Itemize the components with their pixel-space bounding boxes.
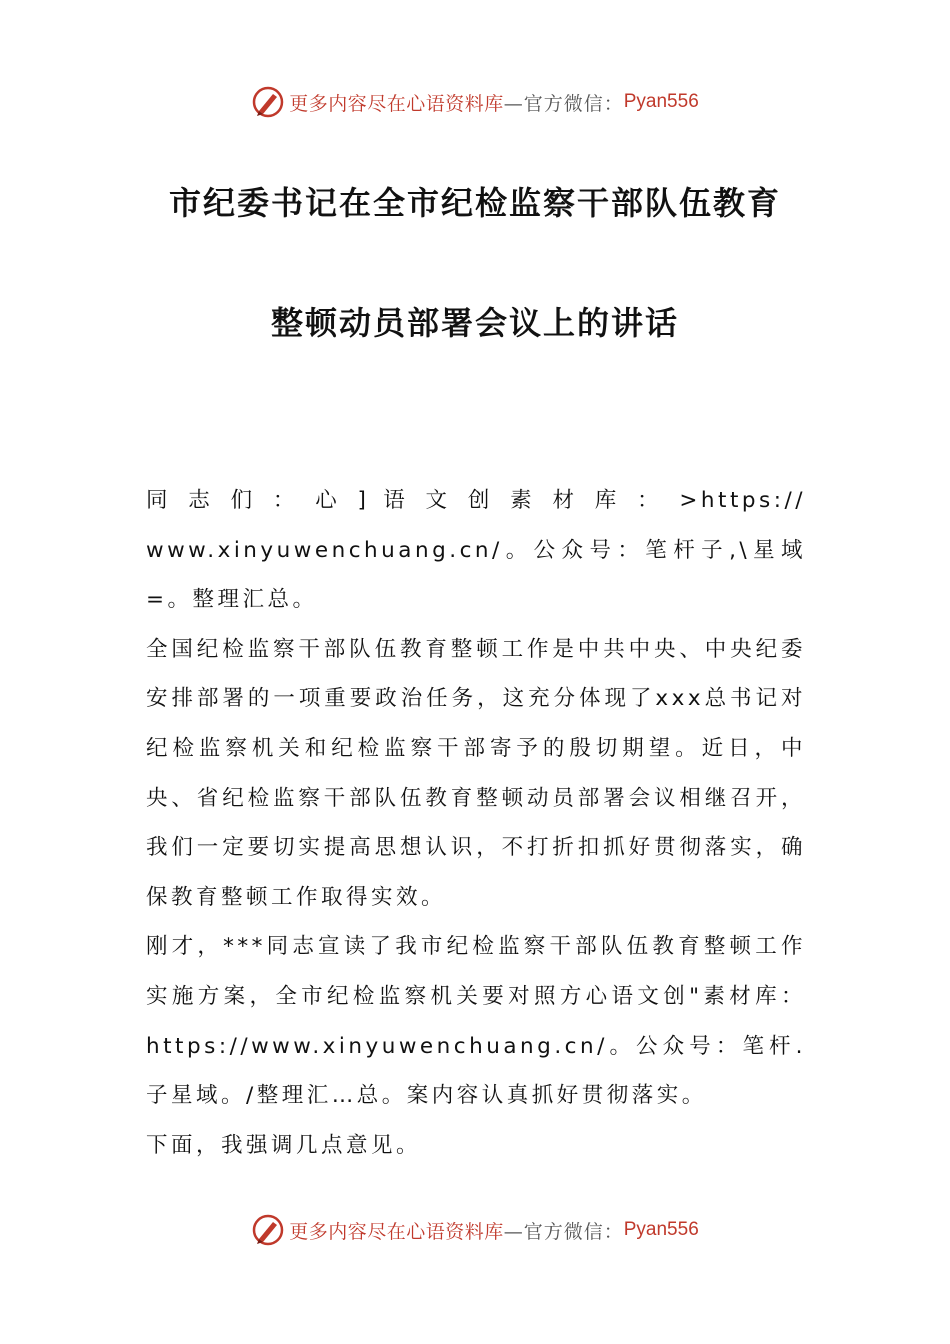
paragraph-greeting-rest: www.xinyuwenchuang.cn/。公众号：笔杆子,\星域=。整理汇总。	[146, 537, 806, 613]
document-title-line-1: 市纪委书记在全市纪检监察干部队伍教育	[168, 184, 781, 222]
watermark-wechat-id: Pyan556	[623, 1219, 699, 1240]
pen-logo-icon	[251, 1213, 285, 1247]
paragraph-3: 刚才，***同志宣读了我市纪检监察干部队伍教育整顿工作实施方案，全市纪检监察机关要对照方心语文创"素材库：https://www.xinyuwenchuang.cn/。公众号：笔杆.子星域。/整理汇…总。案内容认真抓好贯彻落实。	[146, 934, 806, 1109]
watermark-separator: —官方微信：	[503, 1220, 624, 1243]
pen-logo-icon	[251, 85, 285, 119]
paragraph-4: 下面，我强调几点意见。	[146, 1132, 422, 1158]
document-body	[146, 476, 806, 1170]
paragraph-2: 全国纪检监察干部队伍教育整顿工作是中共中央、中央纪委安排部署的一项重要政治任务，这充分体现了xxx总书记对纪检监察机关和纪检监察干部寄予的殷切期望。近日，中央、省纪检监察干部队伍教育整顿动员部署会议相继召开，我们一定要切实提高思想认识，不打折扣抓好贯彻落实，确保教育整顿工作取得实效。	[146, 636, 806, 910]
footer-watermark-banner	[0, 1210, 950, 1250]
header-watermark-banner	[0, 82, 950, 122]
watermark-separator: —官方微信：	[503, 92, 624, 115]
paragraph-greeting-line1: 同 志 们 ： 心 ] 语 文 创 素 材 库 ： >https://	[146, 488, 806, 513]
document-title-line-2: 整顿动员部署会议上的讲话	[270, 304, 679, 342]
watermark-text: 更多内容尽在心语资料库	[289, 92, 504, 115]
watermark-wechat-id: Pyan556	[623, 91, 699, 112]
watermark-text: 更多内容尽在心语资料库	[289, 1220, 504, 1243]
